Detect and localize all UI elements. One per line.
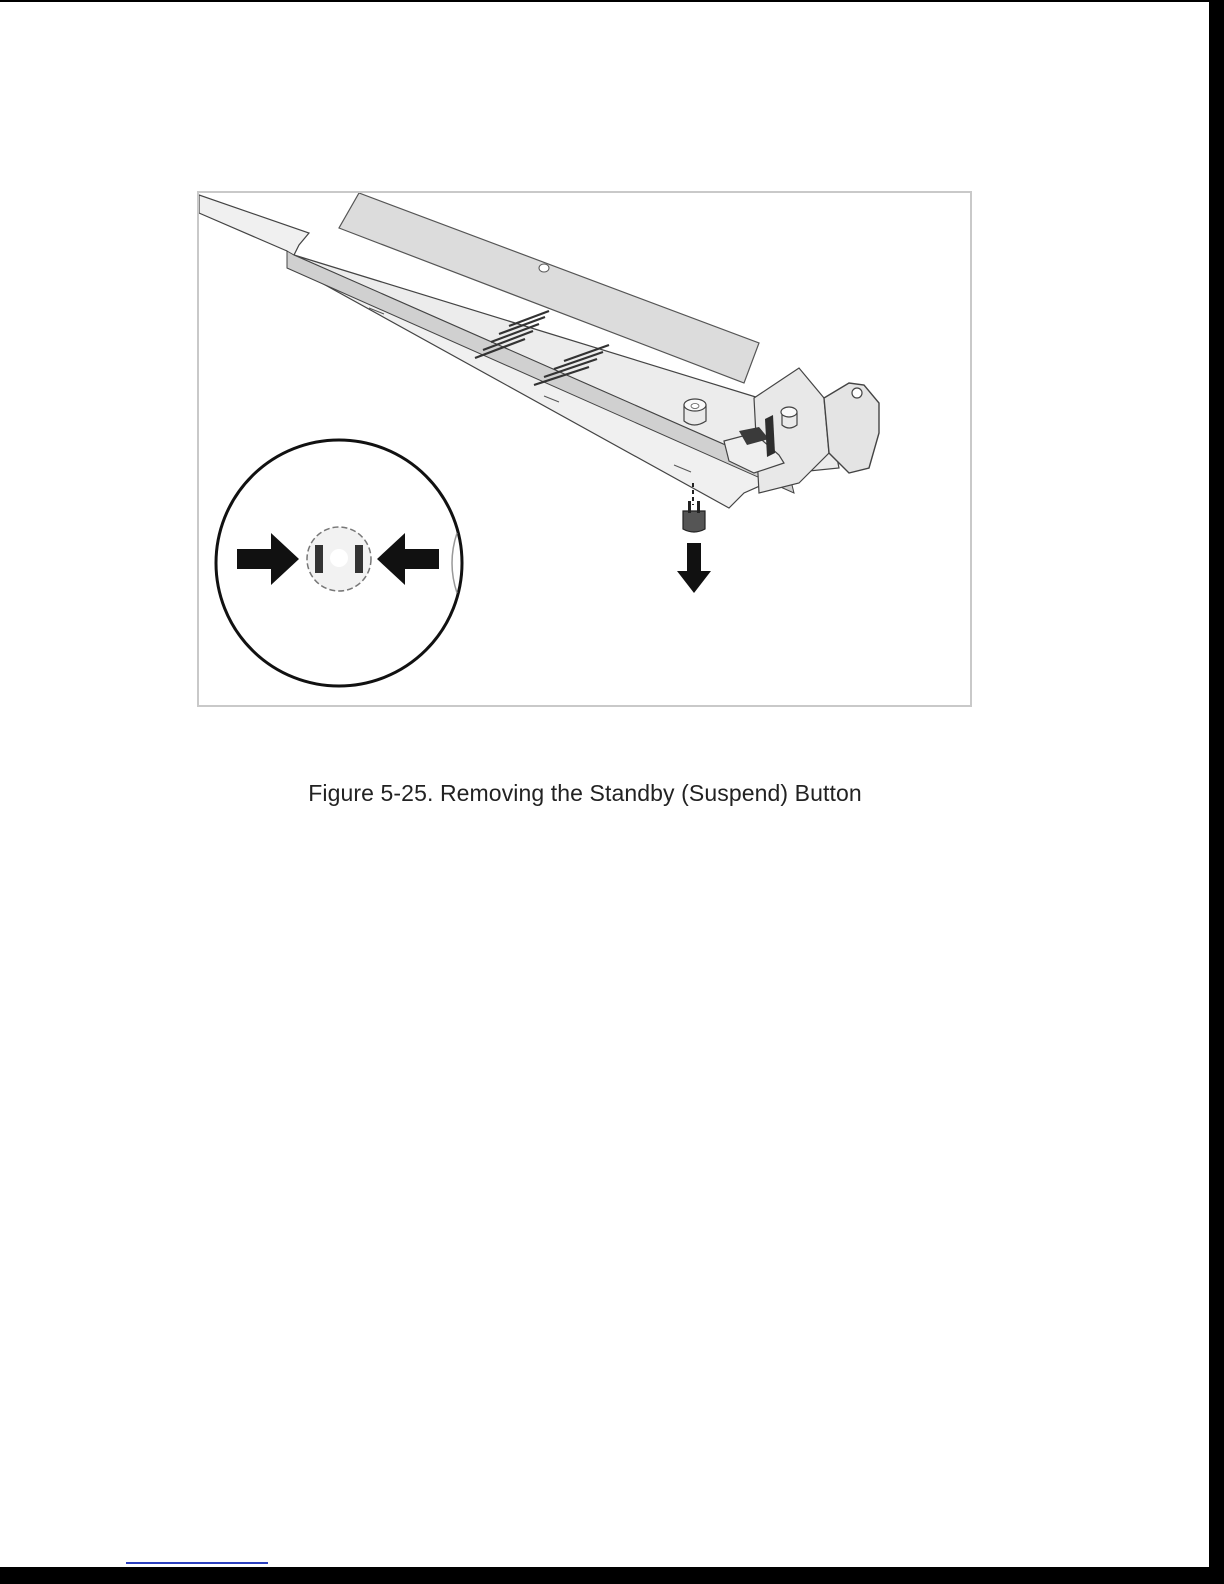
- footer-link-underline[interactable]: [126, 1562, 268, 1564]
- arrow-down-icon: [677, 543, 711, 593]
- figure-illustration: [197, 191, 972, 707]
- page-right-border: [1209, 0, 1224, 1584]
- figure-caption: Figure 5-25. Removing the Standby (Suspend) Button: [308, 780, 862, 806]
- detail-inset: [216, 440, 462, 686]
- page-bottom-border: [0, 1567, 1224, 1584]
- page-top-border: [0, 0, 1224, 2]
